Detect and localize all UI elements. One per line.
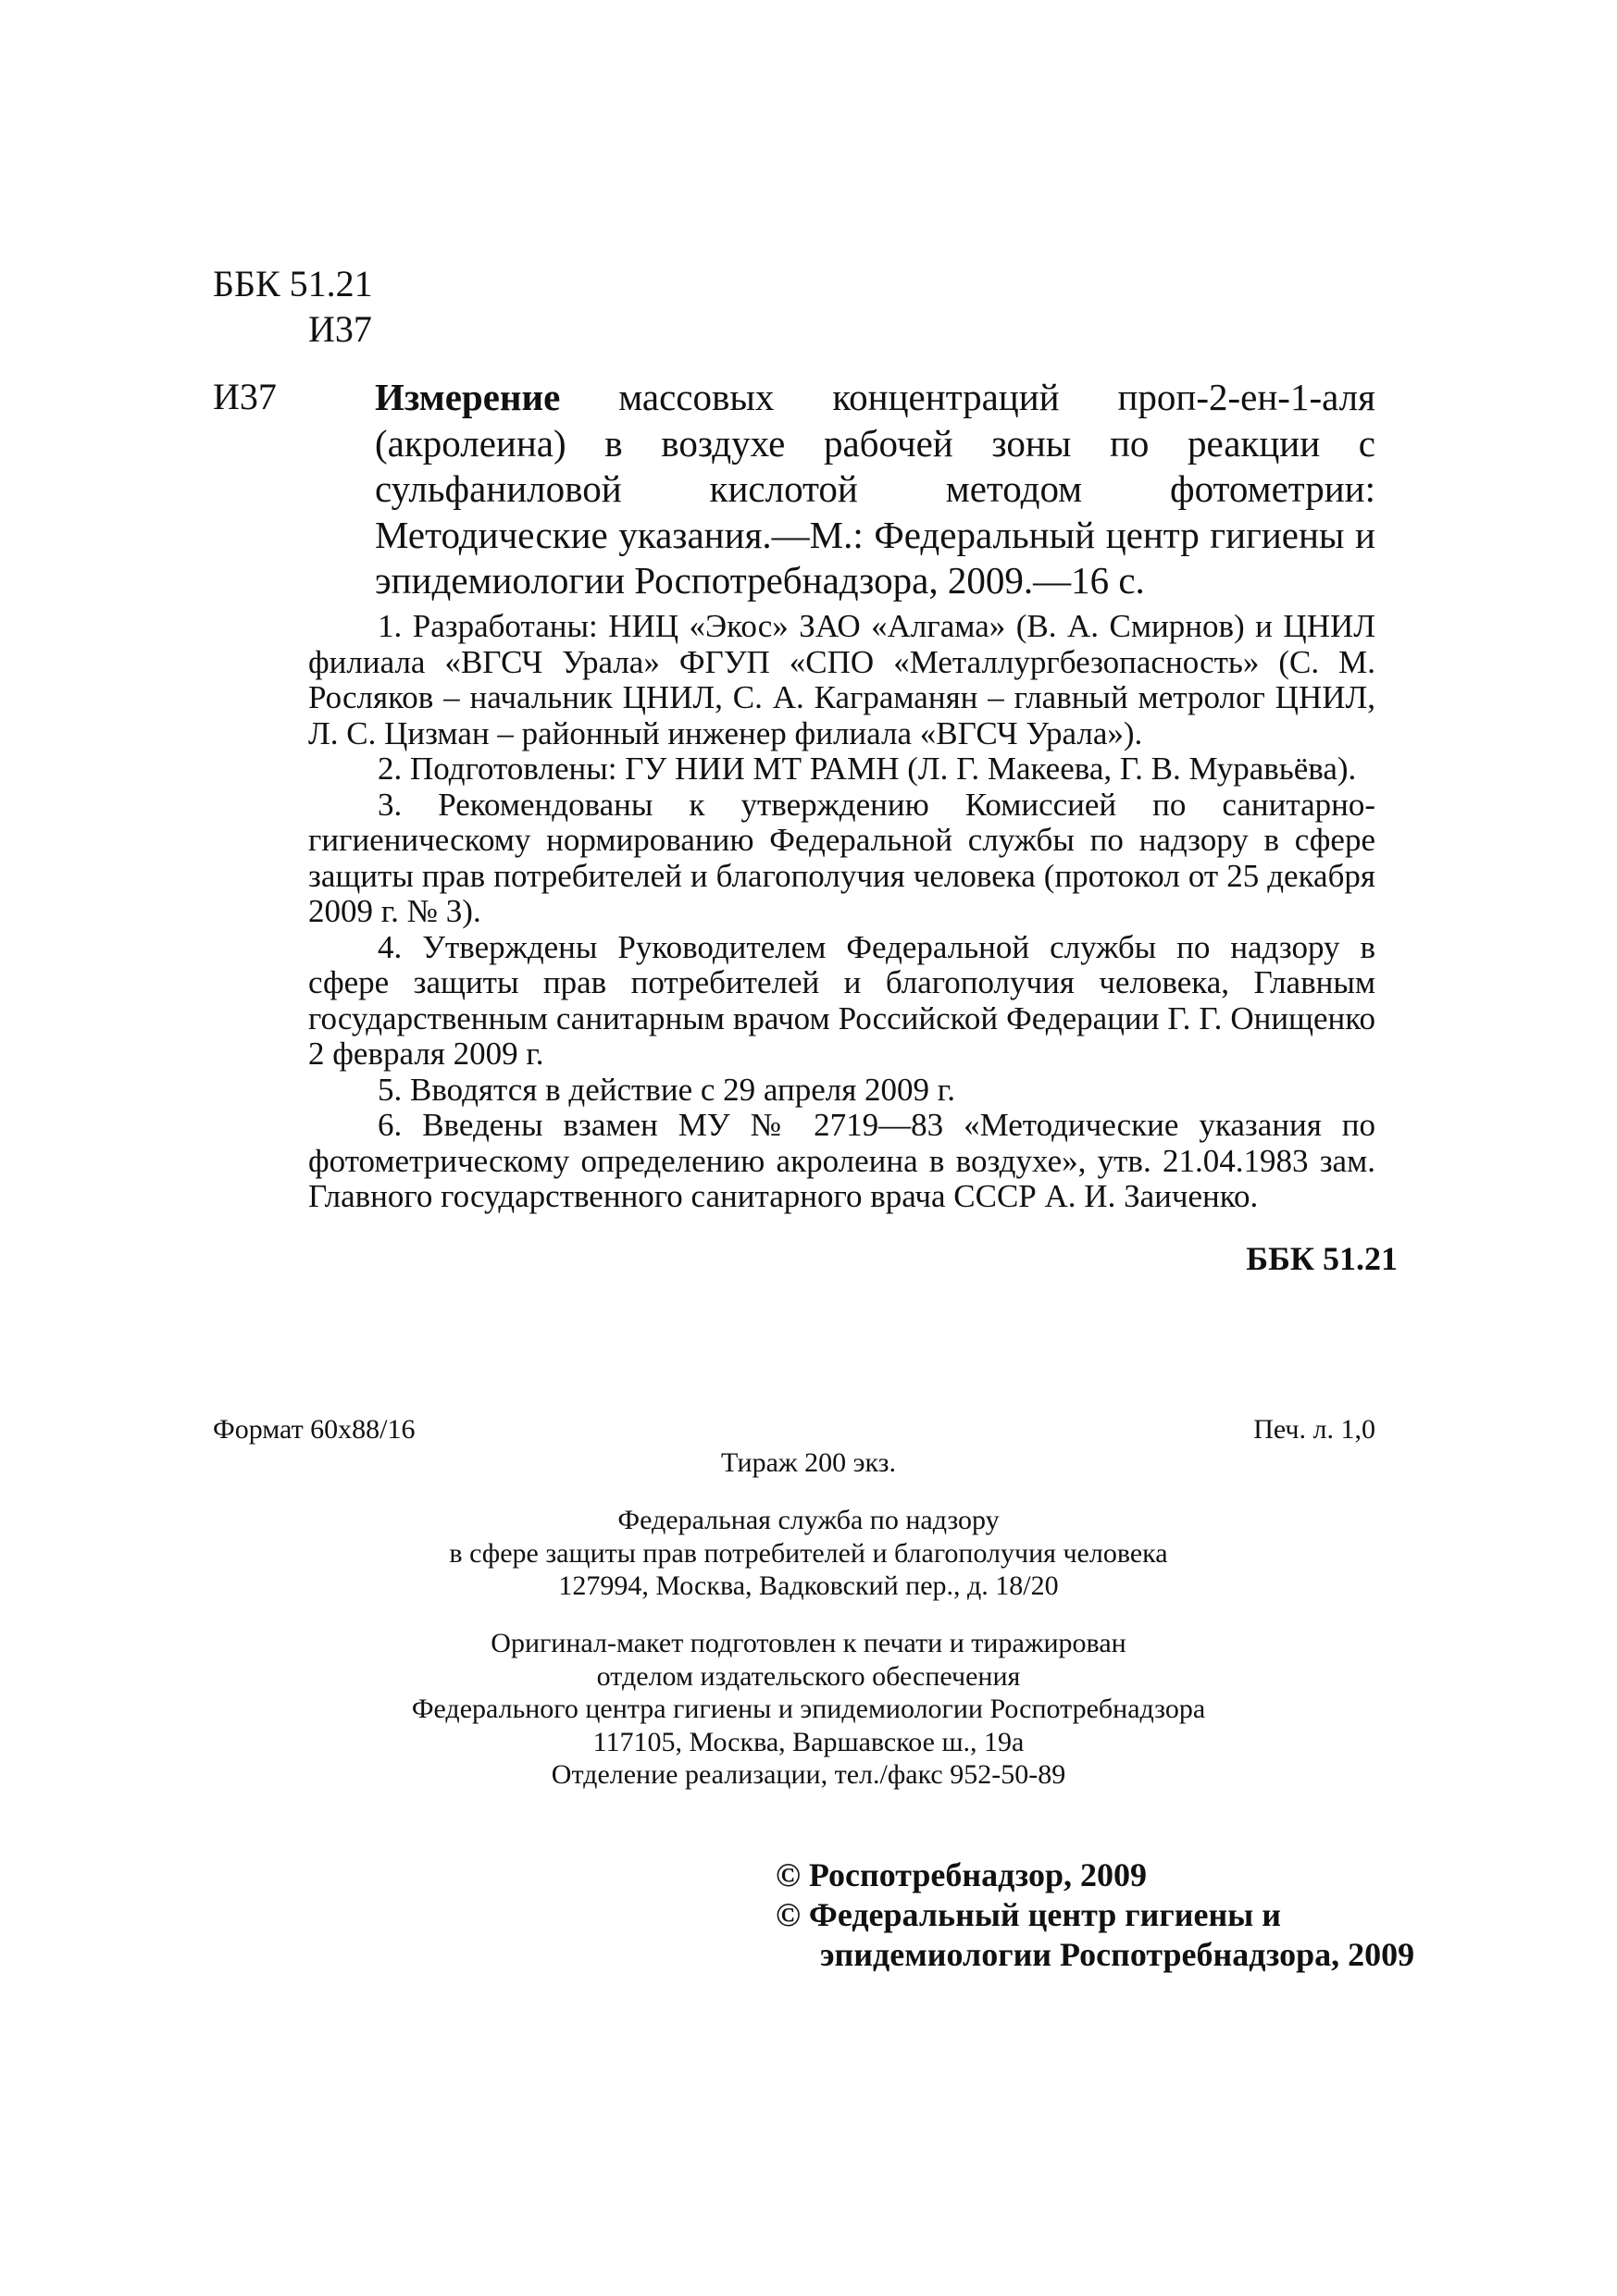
format-info: Формат 60x88/16	[213, 1414, 416, 1445]
copyright-block	[776, 1855, 1414, 1975]
bbk-footer-code: ББК 51.21	[1246, 1240, 1398, 1277]
print-sheets-info: Печ. л. 1,0	[1253, 1414, 1375, 1445]
entry-author-mark: И37	[213, 376, 277, 417]
publisher-line: Федеральная служба по надзору	[617, 1505, 1000, 1535]
note-number: 6.	[378, 1107, 403, 1143]
publisher-block	[0, 1504, 1617, 1603]
note-text: Рекомендованы к утверждению Комиссией по санитарно-гигиеническому нормированию Федеральной службы по надзору в сфере защиты прав потребителей и благополучия человека (протокол от 25 декабря 2009 г. № 3).	[308, 786, 1375, 929]
prepress-line: Федерального центра гигиены и эпидемиологии Роспотребнадзора	[411, 1694, 1206, 1724]
copyright-line: эпидемиологии Роспотребнадзора, 2009	[820, 1936, 1415, 1973]
note-number: 1.	[378, 608, 403, 644]
note-item	[308, 1108, 1375, 1215]
note-item	[308, 1073, 1375, 1109]
note-text: Разработаны: НИЦ «Экос» ЗАО «Алгама» (В. А. Смирнов) и ЦНИЛ филиала «ВГСЧ Урала» ФГУП «СПО «Металлургбезопасность» (С. М. Росляков – начальник ЦНИЛ, С. А. Каграманян – главный метролог ЦНИЛ, Л. С. Цизман – районный инженер филиала «ВГСЧ Урала»).	[308, 608, 1375, 751]
prepress-line: Оригинал-макет подготовлен к печати и тиражирован	[491, 1628, 1126, 1658]
copyright-line: © Федеральный центр гигиены и	[776, 1896, 1282, 1933]
note-item	[308, 930, 1375, 1073]
note-number: 3.	[378, 786, 403, 823]
bbk-code: ББК 51.21	[213, 263, 373, 304]
prepress-block	[0, 1627, 1617, 1792]
note-text: Подготовлены: ГУ НИИ МТ РАМН (Л. Г. Макеева, Г. В. Муравьёва).	[410, 751, 1357, 787]
note-text: Введены взамен МУ № 2719—83 «Методические указания по фотометрическому определению акролеина в воздухе», утв. 21.04.1983 зам. Главного государственного санитарного врача СССР А. И. Заиченко.	[308, 1107, 1376, 1214]
prepress-address: 117105, Москва, Варшавское ш., 19а	[592, 1726, 1025, 1757]
note-number: 4.	[378, 928, 403, 965]
sales-contact: Отделение реализации, тел./факс 952-50-89	[551, 1759, 1066, 1790]
publisher-address: 127994, Москва, Вадковский пер., д. 18/20	[558, 1570, 1059, 1601]
note-item	[308, 788, 1375, 930]
author-mark: И37	[308, 308, 372, 350]
entry-title-bold: Измерение	[375, 376, 561, 418]
note-item	[308, 751, 1375, 788]
note-number: 2.	[378, 751, 403, 787]
note-number: 5.	[378, 1071, 403, 1108]
bibliographic-entry	[375, 375, 1375, 604]
copyright-line: © Роспотребнадзор, 2009	[776, 1856, 1148, 1893]
entry-description: массовых концентраций проп-2-ен-1-аля (акролеина) в воздухе рабочей зоны по реакции с сульфаниловой кислотой методом фотометрии: Методические указания.—М.: Федеральный центр гигиены и эпидемиологии Роспотребнадзора, 2009.—16 с.	[375, 376, 1375, 602]
note-item	[308, 609, 1375, 751]
print-run-info: Тираж 200 экз.	[720, 1447, 897, 1478]
publisher-line: в сфере защиты прав потребителей и благополучия человека	[449, 1537, 1168, 1569]
note-text: Утверждены Руководителем Федеральной службы по надзору в сфере защиты прав потребителей и благополучия человека, Главным государственным санитарным врачом Российской Федерации Г. Г. Онищенко 2 февраля 2009 г.	[308, 928, 1375, 1072]
prepress-line: отделом издательского обеспечения	[596, 1660, 1021, 1692]
notes-list	[308, 609, 1375, 1215]
note-text: Вводятся в действие с 29 апреля 2009 г.	[410, 1071, 955, 1108]
